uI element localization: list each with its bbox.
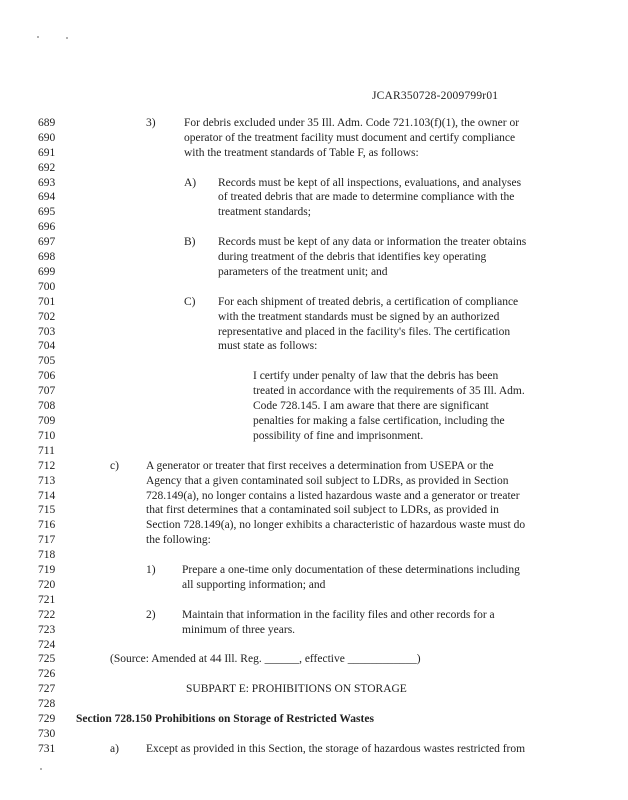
- line-number: 710: [38, 430, 56, 442]
- line-number: 706: [38, 370, 56, 382]
- line-number: 720: [38, 579, 56, 591]
- line-number: 709: [38, 415, 56, 427]
- line-number: 695: [38, 206, 56, 218]
- line-number: 690: [38, 132, 56, 144]
- line-number: 721: [38, 594, 56, 606]
- item-label: B): [184, 236, 196, 248]
- paragraph-line: all supporting information; and: [182, 579, 326, 591]
- certification-line: I certify under penalty of law that the debris has been: [253, 370, 499, 382]
- item-label: C): [184, 296, 196, 308]
- line-number: 723: [38, 624, 56, 636]
- certification-line: possibility of fine and imprisonment.: [253, 430, 424, 442]
- line-number: 724: [38, 639, 56, 651]
- line-number: 726: [38, 668, 56, 680]
- scan-speck: [40, 768, 42, 770]
- subpart-heading: SUBPART E: PROHIBITIONS ON STORAGE: [186, 683, 407, 695]
- item-label: 3): [146, 117, 156, 129]
- paragraph-line: Except as provided in this Section, the storage of hazardous wastes restricted from: [146, 743, 526, 755]
- paragraph-line: representative and placed in the facility's files. The certification: [218, 326, 511, 338]
- line-number: 697: [38, 236, 56, 248]
- line-number: 693: [38, 177, 56, 189]
- paragraph-line: Maintain that information in the facility files and other records for a: [182, 609, 495, 621]
- paragraph-line: Section 728.149(a), no longer exhibits a characteristic of hazardous waste must do: [146, 519, 526, 531]
- line-number: 698: [38, 251, 56, 263]
- line-number: 689: [38, 117, 56, 129]
- line-number: 731: [38, 743, 56, 755]
- paragraph-line: with the treatment standards must be signed by an authorized: [218, 311, 500, 323]
- line-number: 719: [38, 564, 56, 576]
- paragraph-line: operator of the treatment facility must document and certify compliance: [184, 132, 516, 144]
- paragraph-line: must state as follows:: [218, 340, 318, 352]
- paragraph-line: of treated debris that are made to determine compliance with the: [218, 191, 515, 203]
- item-label: a): [110, 743, 119, 755]
- paragraph-line: Records must be kept of any data or information the treater obtains: [218, 236, 527, 248]
- item-label: 1): [146, 564, 156, 576]
- paragraph-line: For each shipment of treated debris, a certification of compliance: [218, 296, 519, 308]
- paragraph-line: A generator or treater that first receives a determination from USEPA or the: [146, 460, 494, 472]
- paragraph-line: during treatment of the debris that identifies key operating: [218, 251, 487, 263]
- line-number: 703: [38, 326, 56, 338]
- line-number: 705: [38, 355, 56, 367]
- line-number: 704: [38, 340, 56, 352]
- certification-line: penalties for making a false certification, including the: [253, 415, 505, 427]
- line-number: 714: [38, 490, 56, 502]
- paragraph-line: with the treatment standards of Table F, as follows:: [184, 147, 419, 159]
- line-number: 708: [38, 400, 56, 412]
- line-number: 730: [38, 728, 56, 740]
- line-number: 729: [38, 713, 56, 725]
- scan-speck: [37, 36, 39, 38]
- certification-line: Code 728.145. I am aware that there are significant: [253, 400, 489, 412]
- paragraph-line: Records must be kept of all inspections, evaluations, and analyses: [218, 177, 522, 189]
- line-number: 696: [38, 221, 56, 233]
- item-label: 2): [146, 609, 156, 621]
- paragraph-line: For debris excluded under 35 Ill. Adm. Code 721.103(f)(1), the owner or: [184, 117, 520, 129]
- section-heading: Section 728.150 Prohibitions on Storage of Restricted Wastes: [76, 713, 374, 725]
- paragraph-line: minimum of three years.: [182, 624, 296, 636]
- item-label: A): [184, 177, 197, 189]
- line-number: 711: [38, 445, 55, 457]
- line-number: 717: [38, 534, 56, 546]
- source-note: (Source: Amended at 44 Ill. Reg. ______, effective ____________): [110, 653, 421, 665]
- line-number: 712: [38, 460, 56, 472]
- line-number: 694: [38, 191, 56, 203]
- paragraph-line: 728.149(a), no longer contains a listed hazardous waste and a generator or treater: [146, 490, 520, 502]
- paragraph-line: treatment standards;: [218, 206, 311, 218]
- line-number: 691: [38, 147, 56, 159]
- document-id: JCAR350728-2009799r01: [372, 90, 499, 102]
- line-number: 725: [38, 653, 56, 665]
- line-number: 699: [38, 266, 56, 278]
- line-number: 700: [38, 281, 56, 293]
- line-number: 715: [38, 504, 56, 516]
- line-number: 728: [38, 698, 56, 710]
- certification-line: treated in accordance with the requirements of 35 Ill. Adm.: [253, 385, 525, 397]
- item-label: c): [110, 460, 119, 472]
- paragraph-line: parameters of the treatment unit; and: [218, 266, 388, 278]
- paragraph-line: the following:: [146, 534, 211, 546]
- line-number: 722: [38, 609, 56, 621]
- line-number: 701: [38, 296, 56, 308]
- line-number: 713: [38, 475, 56, 487]
- scan-speck: [66, 37, 68, 39]
- paragraph-line: Agency that a given contaminated soil subject to LDRs, as provided in Section: [146, 475, 509, 487]
- line-number: 692: [38, 162, 56, 174]
- line-number: 727: [38, 683, 56, 695]
- line-number: 718: [38, 549, 56, 561]
- line-number: 716: [38, 519, 56, 531]
- line-number: 707: [38, 385, 56, 397]
- paragraph-line: that first determines that a contaminated soil subject to LDRs, as provided in: [146, 504, 499, 516]
- line-number: 702: [38, 311, 56, 323]
- paragraph-line: Prepare a one-time only documentation of these determinations including: [182, 564, 520, 576]
